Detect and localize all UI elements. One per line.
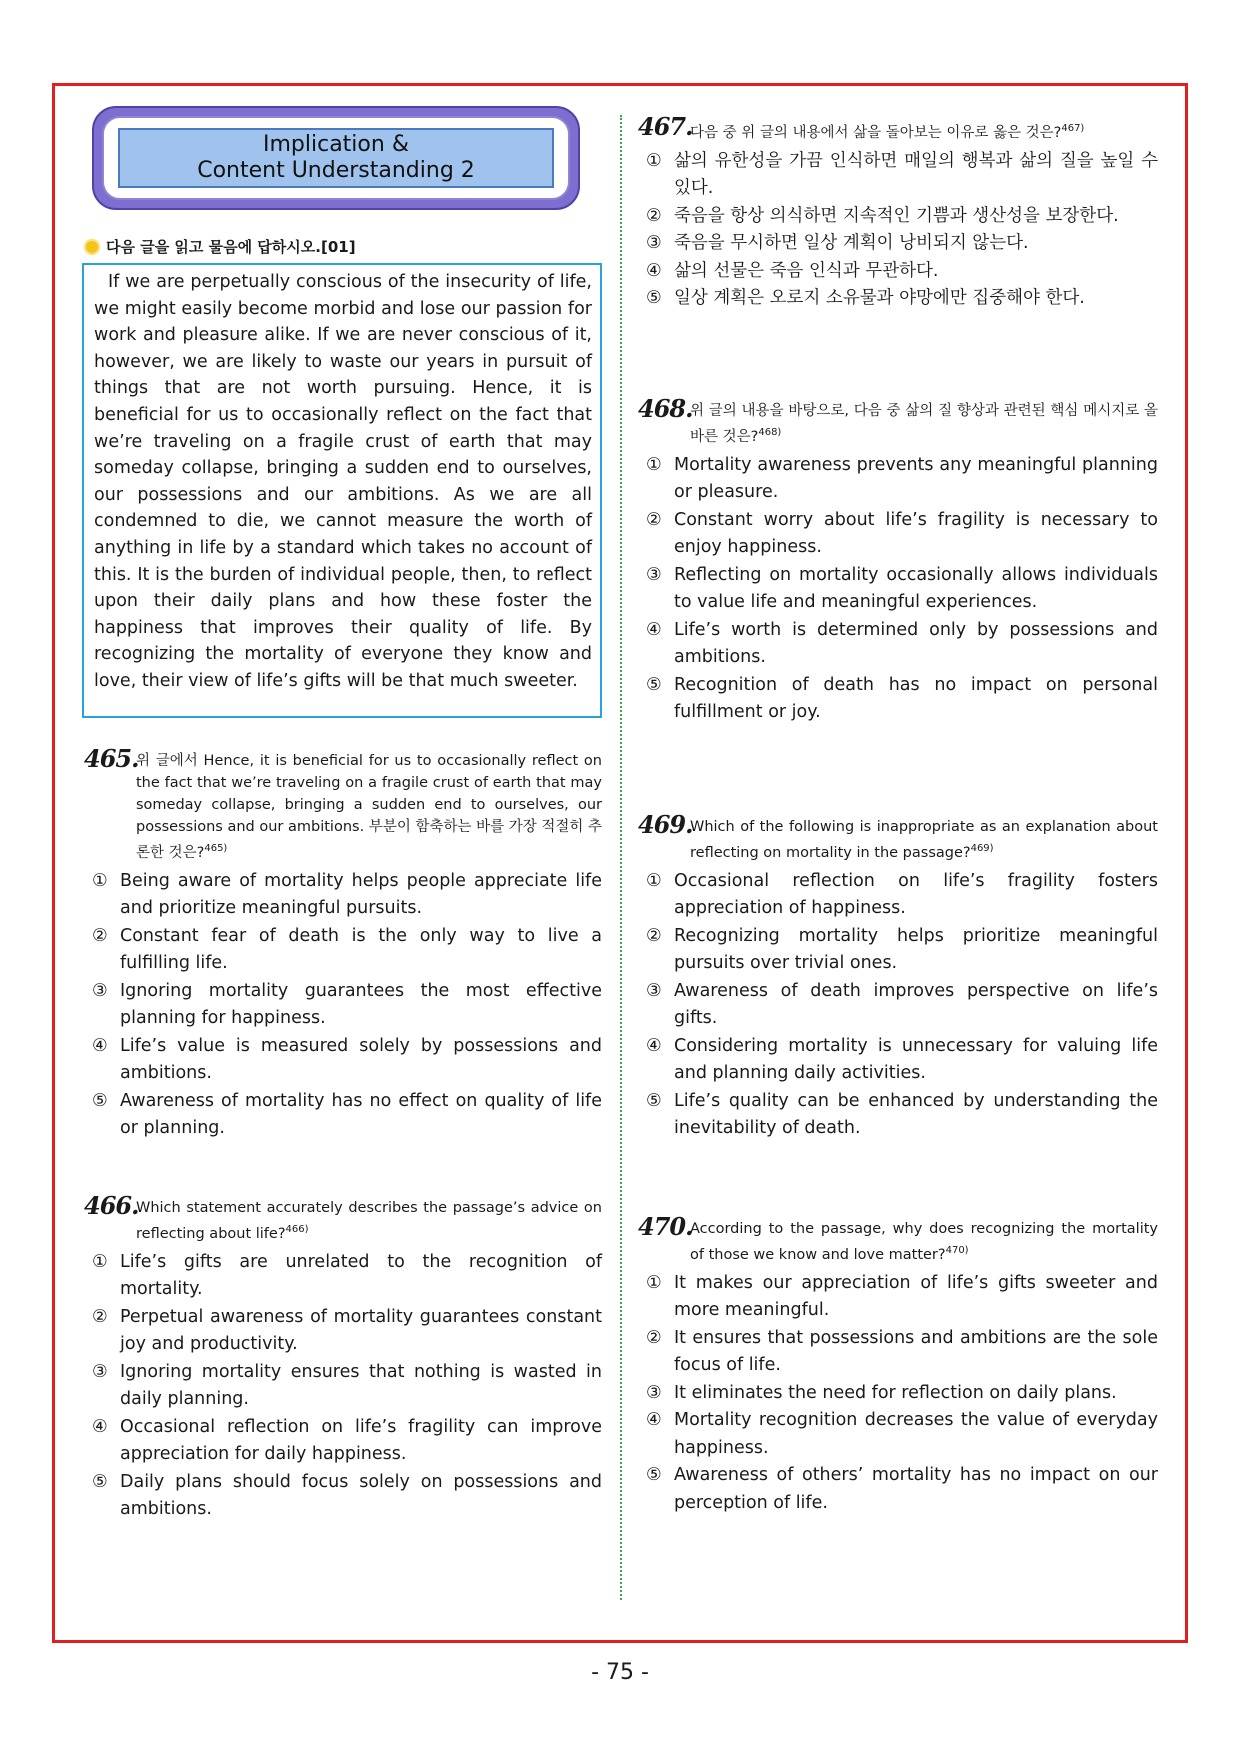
option-5[interactable]: ⑤ Daily plans should focus solely on possessions and ambitions. [92,1471,602,1520]
question-465 [84,744,602,1143]
question-467 [638,112,1158,313]
question-470 [638,1212,1158,1517]
flower-icon [84,239,100,255]
option-4[interactable]: ④ 삶의 선물은 죽음 인식과 무관하다. [646,260,939,281]
option-2[interactable]: ② It ensures that possessions and ambitions are the sole focus of life. [646,1327,1158,1376]
option-4[interactable]: ④ Life’s worth is determined only by possessions and ambitions. [646,619,1158,668]
option-3[interactable]: ③ Ignoring mortality ensures that nothing is wasted in daily planning. [92,1361,602,1410]
option-2[interactable]: ② Constant fear of death is the only way to live a fulfilling life. [92,925,602,974]
options-list [638,868,1158,1143]
option-1[interactable]: ① 삶의 유한성을 가끔 인식하면 매일의 행복과 삶의 질을 높일 수 있다. [646,150,1158,199]
options-list [84,1249,602,1524]
option-3[interactable]: ③ Awareness of death improves perspective on life’s gifts. [646,980,1158,1029]
page-number: - 75 - [591,1660,649,1685]
question-stem: 위 글에서 Hence, it is beneficial for us to occasionally reflect on the fact that we’re traveling on a fragile crust of earth that may someday collapse, bringing a sudden end to ourselves, our possessions and our ambitions. 부분이 함축하는 바를 가장 적절히 추론한 것은?$^{465)}$ [136,753,602,861]
instruction-text: 다음 글을 읽고 물음에 답하시오.[01] [106,238,356,256]
question-stem: Which statement accurately describes the passage’s advice on reflecting about life?$^{466)}$ [136,1200,602,1242]
option-5[interactable]: ⑤ Awareness of others’ mortality has no impact on our perception of life. [646,1465,1158,1513]
option-1[interactable]: ① Being aware of mortality helps people appreciate life and prioritize meaningful pursuits. [92,870,602,919]
question-number: 465. [84,744,139,773]
option-5[interactable]: ⑤ 일상 계획은 오로지 소유물과 야망에만 집중해야 한다. [646,288,1085,309]
section-title-line2: Content Understanding 2 [197,158,475,183]
question-stem: According to the passage, why does recognizing the mortality of those we know and love matter?$^{470)}$ [690,1221,1158,1263]
option-1[interactable]: ① It makes our appreciation of life’s gifts sweeter and more meaningful. [646,1272,1158,1321]
option-3[interactable]: ③ 죽음을 무시하면 일상 계획이 낭비되지 않는다. [646,233,1029,254]
option-2[interactable]: ② Perpetual awareness of mortality guarantees constant joy and productivity. [92,1306,602,1355]
option-4[interactable]: ④ Mortality recognition decreases the value of everyday happiness. [646,1410,1158,1458]
question-468 [638,394,1158,727]
question-stem: Which of the following is inappropriate as an explanation about reflecting on mortality in the passage?$^{469)}$ [690,819,1158,861]
option-5[interactable]: ⑤ Awareness of mortality has no effect on quality of life or planning. [92,1090,602,1139]
option-2[interactable]: ② Constant worry about life’s fragility is necessary to enjoy happiness. [646,509,1158,558]
question-number: 470. [638,1212,693,1241]
option-3[interactable]: ③ Ignoring mortality guarantees the most effective planning for happiness. [92,980,602,1029]
options-list [84,868,602,1143]
column-divider [620,115,622,1600]
options-list [638,452,1158,727]
question-number: 466. [84,1191,139,1220]
option-5[interactable]: ⑤ Life’s quality can be enhanced by understanding the inevitability of death. [646,1090,1158,1139]
instruction [84,236,356,257]
option-4[interactable]: ④ Occasional reflection on life’s fragility can improve appreciation for daily happiness. [92,1416,602,1465]
option-2[interactable]: ② Recognizing mortality helps prioritize meaningful pursuits over trivial ones. [646,925,1158,974]
option-1[interactable]: ① Life’s gifts are unrelated to the recognition of mortality. [92,1251,602,1300]
options-list [638,1270,1158,1518]
section-title-line1: Implication & [263,132,409,157]
passage-text: If we are perpetually conscious of the insecurity of life, we might easily become morbid and lose our passion for work and pleasure alike. If we are never conscious of it, however, we are likely to waste our years in pursuit of things that are not worth pursuing. Hence, it is beneficial for us to occasionally reflect on the fact that we’re traveling on a fragile crust of earth that may someday collapse, bringing a sudden end to ourselves, our possessions and our ambitions. As we are all condemned to die, we cannot measure the worth of anything in life by a standard which takes no account of this. It is the burden of individual people, then, to reflect upon their daily plans and how these foster the happiness that improves their quality of life. By recognizing the mortality of everyone they know and love, their view of life’s gifts will be that much sweeter. [94,272,592,691]
question-469 [638,810,1158,1143]
question-stem: 위 글의 내용을 바탕으로, 다음 중 삶의 질 향상과 관련된 핵심 메시지로 올바른 것은?$^{468)}$ [690,403,1158,445]
option-5[interactable]: ⑤ Recognition of death has no impact on personal fulfillment or joy. [646,674,1158,723]
option-3[interactable]: ③ Reflecting on mortality occasionally allows individuals to value life and meaningful experiences. [646,564,1158,613]
options-list [638,148,1158,313]
option-1[interactable]: ① Occasional reflection on life’s fragility fosters appreciation of happiness. [646,870,1158,919]
passage-box [82,263,602,718]
question-number: 467. [638,112,693,141]
option-2[interactable]: ② 죽음을 항상 의식하면 지속적인 기쁨과 생산성을 보장한다. [646,205,1119,226]
question-466 [84,1191,602,1524]
question-number: 468. [638,394,693,423]
option-1[interactable]: ① Mortality awareness prevents any meaningful planning or pleasure. [646,454,1158,503]
option-4[interactable]: ④ Life’s value is measured solely by possessions and ambitions. [92,1035,602,1084]
question-number: 469. [638,810,693,839]
question-stem: 다음 중 위 글의 내용에서 삶을 돌아보는 이유로 옳은 것은?$^{467)}$ [690,123,1085,141]
option-3[interactable]: ③ It eliminates the need for reflection on daily plans. [646,1382,1117,1403]
option-4[interactable]: ④ Considering mortality is unnecessary for valuing life and planning daily activities. [646,1035,1158,1084]
section-title-banner [92,106,580,210]
